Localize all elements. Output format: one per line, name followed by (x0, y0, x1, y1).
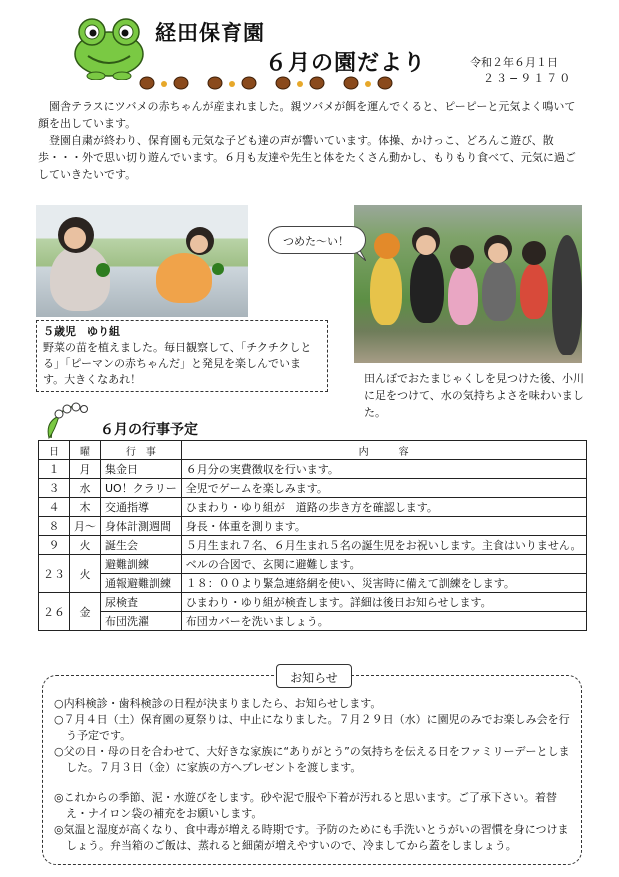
cell-content: ベルの合図で、玄関に避難します。 (181, 555, 586, 574)
cell-weekday: 木 (70, 498, 101, 517)
table-row (39, 574, 587, 593)
table-row (39, 555, 587, 574)
events-table (38, 440, 587, 631)
cell-content: 全児でゲームを楽しみます。 (181, 479, 586, 498)
intro-text (38, 98, 584, 183)
photo2-caption: 田んぼでおたまじゃくしを見つけた後、小川に足をつけて、水の気持ちよさを味わいました。 (364, 372, 584, 419)
notices-title: お知らせ (276, 664, 352, 688)
cell-content: ６月分の実費徴収を行います。 (181, 460, 586, 479)
header-weekday: 曜 (70, 441, 101, 460)
cell-event: 通報避難訓練 (101, 574, 182, 593)
cell-event: 集金日 (101, 460, 182, 479)
speech-bubble: つめた〜い！ (268, 226, 366, 254)
intro-paragraph: 登園自粛が終わり、保育園も元気な子ども達の声が響いています。体操、かけっこ、どろんこ遊び、散歩・・・外で思い切り遊んでいます。６月も友達や先生と体をたくさん動かし、もりもり食べて、元気に過ごしていきたいです。 (38, 134, 576, 181)
notice-item: ○内科検診・歯科検診の日程が決まりましたら、お知らせします。 (54, 697, 382, 710)
cell-event: 身体計測週間 (101, 517, 182, 536)
table-row (39, 498, 587, 517)
cell-event: UO！クラリー (101, 479, 182, 498)
cell-content: １８：００より緊急連絡網を使い、災害時に備えて訓練をします。 (181, 574, 586, 593)
cell-weekday: 水 (70, 479, 101, 498)
table-row (39, 593, 587, 612)
cell-day: ９ (39, 536, 70, 555)
photo-planting-vegetables (36, 205, 248, 317)
notice-spacer (54, 776, 578, 790)
table-row (39, 460, 587, 479)
events-title: ６月の行事予定 (100, 422, 198, 438)
cell-content: 布団カバーを洗いましょう。 (181, 612, 586, 631)
table-row (39, 536, 587, 555)
cell-weekday: 月 (70, 460, 101, 479)
cell-weekday: 火 (70, 536, 101, 555)
notice-item: ◎気温と湿度が高くなり、食中毒が増える時期です。予防のためにも手洗いとうがいの習慣を身につけましょう。弁当箱のご飯は、蒸れると細菌が増えやすいので、冷ましてから蓋をしましょう。 (54, 823, 569, 852)
notices-list (54, 696, 578, 854)
cell-weekday: 月〜 (70, 517, 101, 536)
header-content: 内 容 (181, 441, 586, 460)
cell-event: 交通指導 (101, 498, 182, 517)
table-row (39, 612, 587, 631)
cell-content: ひまわり・ゆり組が検査します。詳細は後日お知らせします。 (181, 593, 586, 612)
issue-date: 令和２年６月１日 (470, 56, 558, 69)
cell-day: ３ (39, 479, 70, 498)
cell-event: 避難訓練 (101, 555, 182, 574)
cell-day: １ (39, 460, 70, 479)
frog-illustration (70, 14, 148, 80)
cell-content: ５月生まれ７名、６月生まれ５名の誕生児をお祝いします。主食はいりません。 (181, 536, 586, 555)
notice-item: ◎これからの季節、泥・水遊びをします。砂や泥で服や下着が汚れると思います。ご了承下さい。着替え・ナイロン袋の補充をお願いします。 (54, 791, 557, 820)
table-row (39, 517, 587, 536)
cell-day: ２６ (39, 593, 70, 631)
cell-content: 身長・体重を測ります。 (181, 517, 586, 536)
school-name: 経田保育園 (155, 21, 265, 45)
intro-paragraph: 園舎テラスにツバメの赤ちゃんが産まれました。親ツバメが餌を運んでくると、ピーピーと元気よく鳴いて顔を出しています。 (38, 100, 576, 130)
newsletter-title: ６月の園だより (265, 51, 427, 76)
caption-heading: ５歳児 ゆり組 (43, 325, 120, 338)
photo-rice-field-children (354, 205, 582, 363)
cell-weekday: 火 (70, 555, 101, 593)
caption-text: 野菜の苗を植えました。毎日観察して、「チクチクしとる」「ピーマンの赤ちゃんだ」と発見を楽しんでいます。大きくなあれ！ (43, 341, 312, 386)
cell-event: 布団洗濯 (101, 612, 182, 631)
cell-day: ２３ (39, 555, 70, 593)
cell-event: 尿検査 (101, 593, 182, 612)
phone-number: ２３−９１７０ (483, 72, 573, 85)
cell-day: ４ (39, 498, 70, 517)
cell-content: ひまわり・ゆり組が 道路の歩き方を確認します。 (181, 498, 586, 517)
cell-event: 誕生会 (101, 536, 182, 555)
table-row (39, 479, 587, 498)
table-header-row (39, 441, 587, 460)
lily-of-the-valley-icon (45, 400, 91, 440)
photo1-caption (36, 320, 328, 392)
notice-item: ○７月４日（土）保育園の夏祭りは、中止になりました。７月２９日（水）に園児のみでお楽しみ会を行う予定です。 (54, 713, 570, 742)
acorn-decoration (135, 72, 415, 92)
cell-weekday: 金 (70, 593, 101, 631)
notice-item: ○父の日・母の日を合わせて、大好きな家族に“ありがとう”の気持ちを伝える日をファミリーデーとしました。７月３日（金）に家族の方へプレゼントを渡します。 (54, 745, 570, 774)
header-day: 日 (39, 441, 70, 460)
cell-day: ８ (39, 517, 70, 536)
header-event: 行 事 (101, 441, 182, 460)
